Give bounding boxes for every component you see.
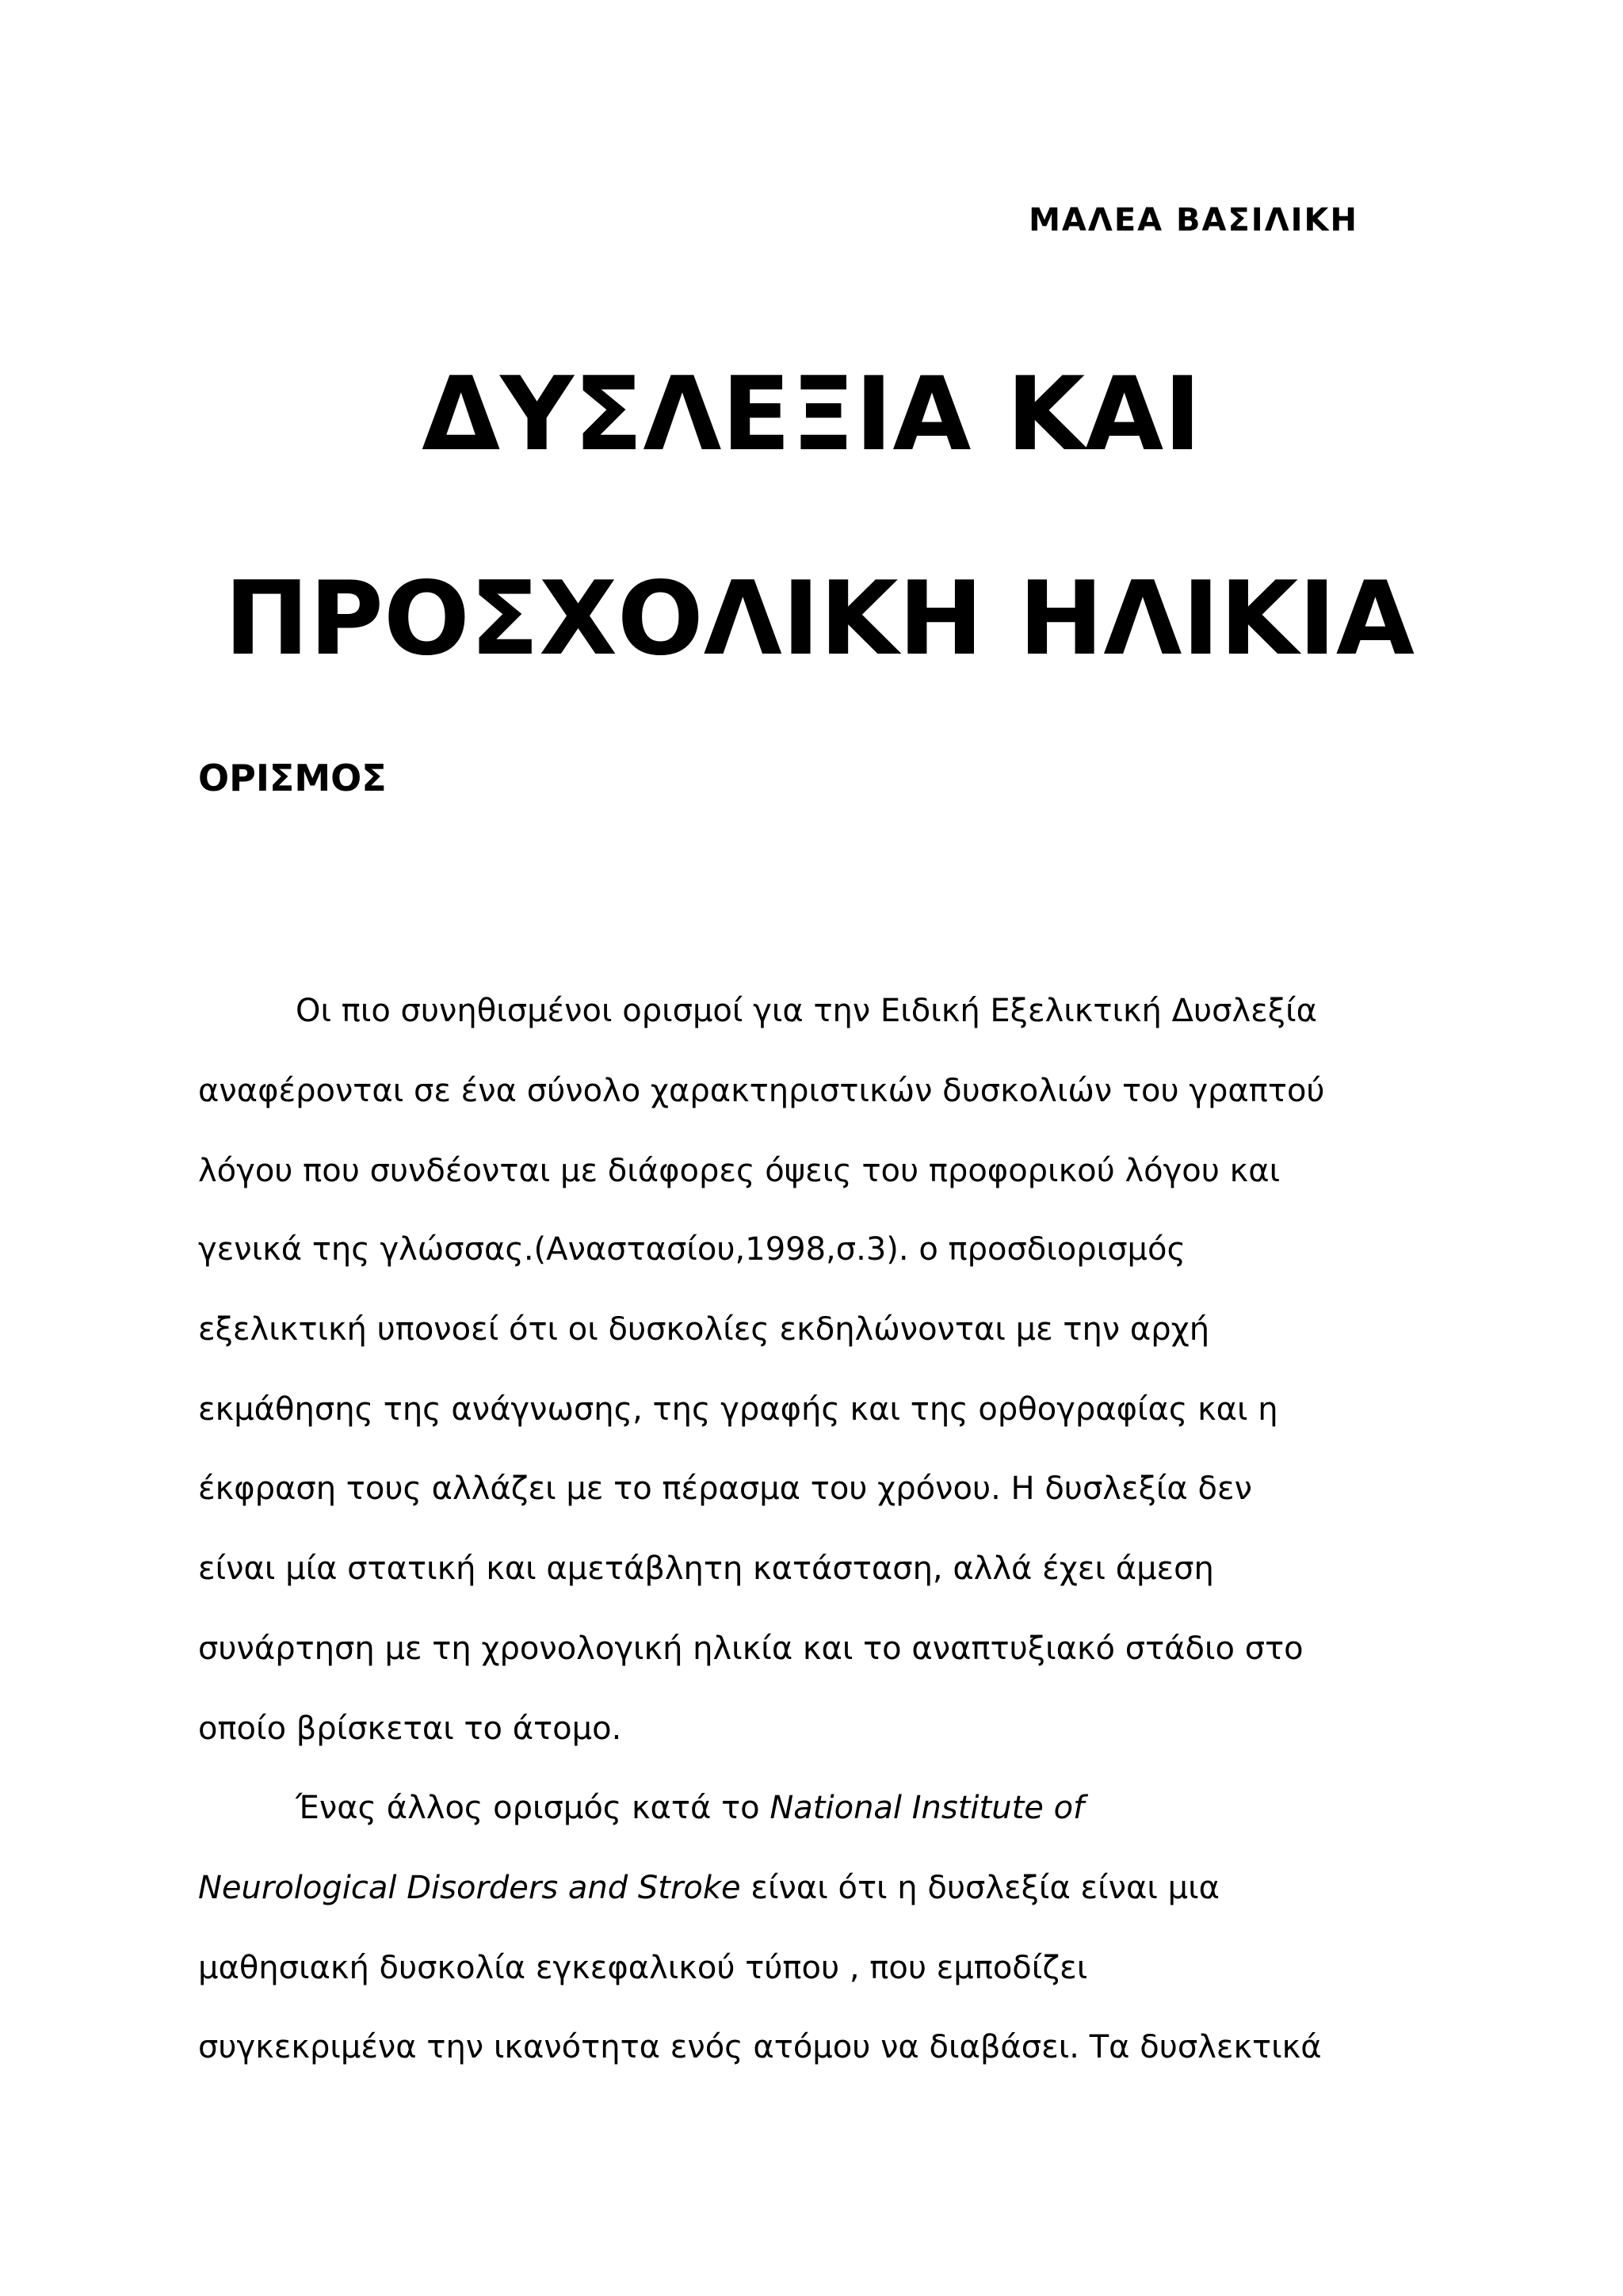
- paragraph-line: συγκεκριμένα την ικανότητα ενός ατόμου να διαβάσει. Τα δυσλεκτικά: [198, 2029, 1322, 2065]
- paragraph-text: είναι ότι η δυσλεξία είναι μια: [740, 1870, 1220, 1906]
- paragraph-line: είναι μία στατική και αμετάβλητη κατάσταση, αλλά έχει άμεση: [198, 1550, 1214, 1587]
- section-heading: ΟΡΙΣΜΟΣ: [198, 757, 387, 799]
- paragraph-line: Οι πιο συνηθισμένοι ορισμοί για την Ειδική Εξελικτική Δυσλεξία: [296, 993, 1317, 1029]
- paragraph-line: λόγου που συνδέονται με διάφορες όψεις του προφορικού λόγου και: [198, 1153, 1281, 1189]
- document-title-line-2: ΠΡΟΣΧΟΛΙΚΗ ΗΛΙΚΙΑ: [224, 560, 1415, 678]
- paragraph-line: [296, 1789, 1084, 1827]
- paragraph-text: Ένας άλλος ορισμός κατά το: [296, 1790, 770, 1826]
- paragraph-line: έκφραση τους αλλάζει με το πέρασμα του χρόνου. Η δυσλεξία δεν: [198, 1470, 1252, 1507]
- author-name: ΜΑΛΕΑ ΒΑΣΙΛΙΚΗ: [1029, 202, 1358, 238]
- paragraph-line: αναφέρονται σε ένα σύνολο χαρακτηριστικών δυσκολιών του γραπτού: [198, 1073, 1325, 1109]
- document-title-line-1: ΔΥΣΛΕΞΙΑ ΚΑΙ: [422, 356, 1201, 474]
- paragraph-line: εξελικτική υπονοεί ότι οι δυσκολίες εκδηλώνονται με την αρχή: [198, 1311, 1210, 1348]
- paragraph-line: μαθησιακή δυσκολία εγκεφαλικού τύπου , που εμποδίζει: [198, 1950, 1088, 1986]
- paragraph-line: [198, 1869, 1220, 1907]
- paragraph-line: συνάρτηση με τη χρονολογική ηλικία και το αναπτυξιακό στάδιο στο: [198, 1630, 1304, 1667]
- institute-name-italic: Neurological Disorders and Stroke: [198, 1870, 741, 1906]
- paragraph-line: οποίο βρίσκεται το άτομο.: [198, 1711, 622, 1747]
- institute-name-italic: National Institute of: [769, 1790, 1085, 1826]
- paragraph-line: γενικά της γλώσσας.(Αναστασίου,1998,σ.3). ο προσδιορισμός: [198, 1231, 1186, 1268]
- paragraph-line: εκμάθησης της ανάγνωσης, της γραφής και της ορθογραφίας και η: [198, 1391, 1278, 1428]
